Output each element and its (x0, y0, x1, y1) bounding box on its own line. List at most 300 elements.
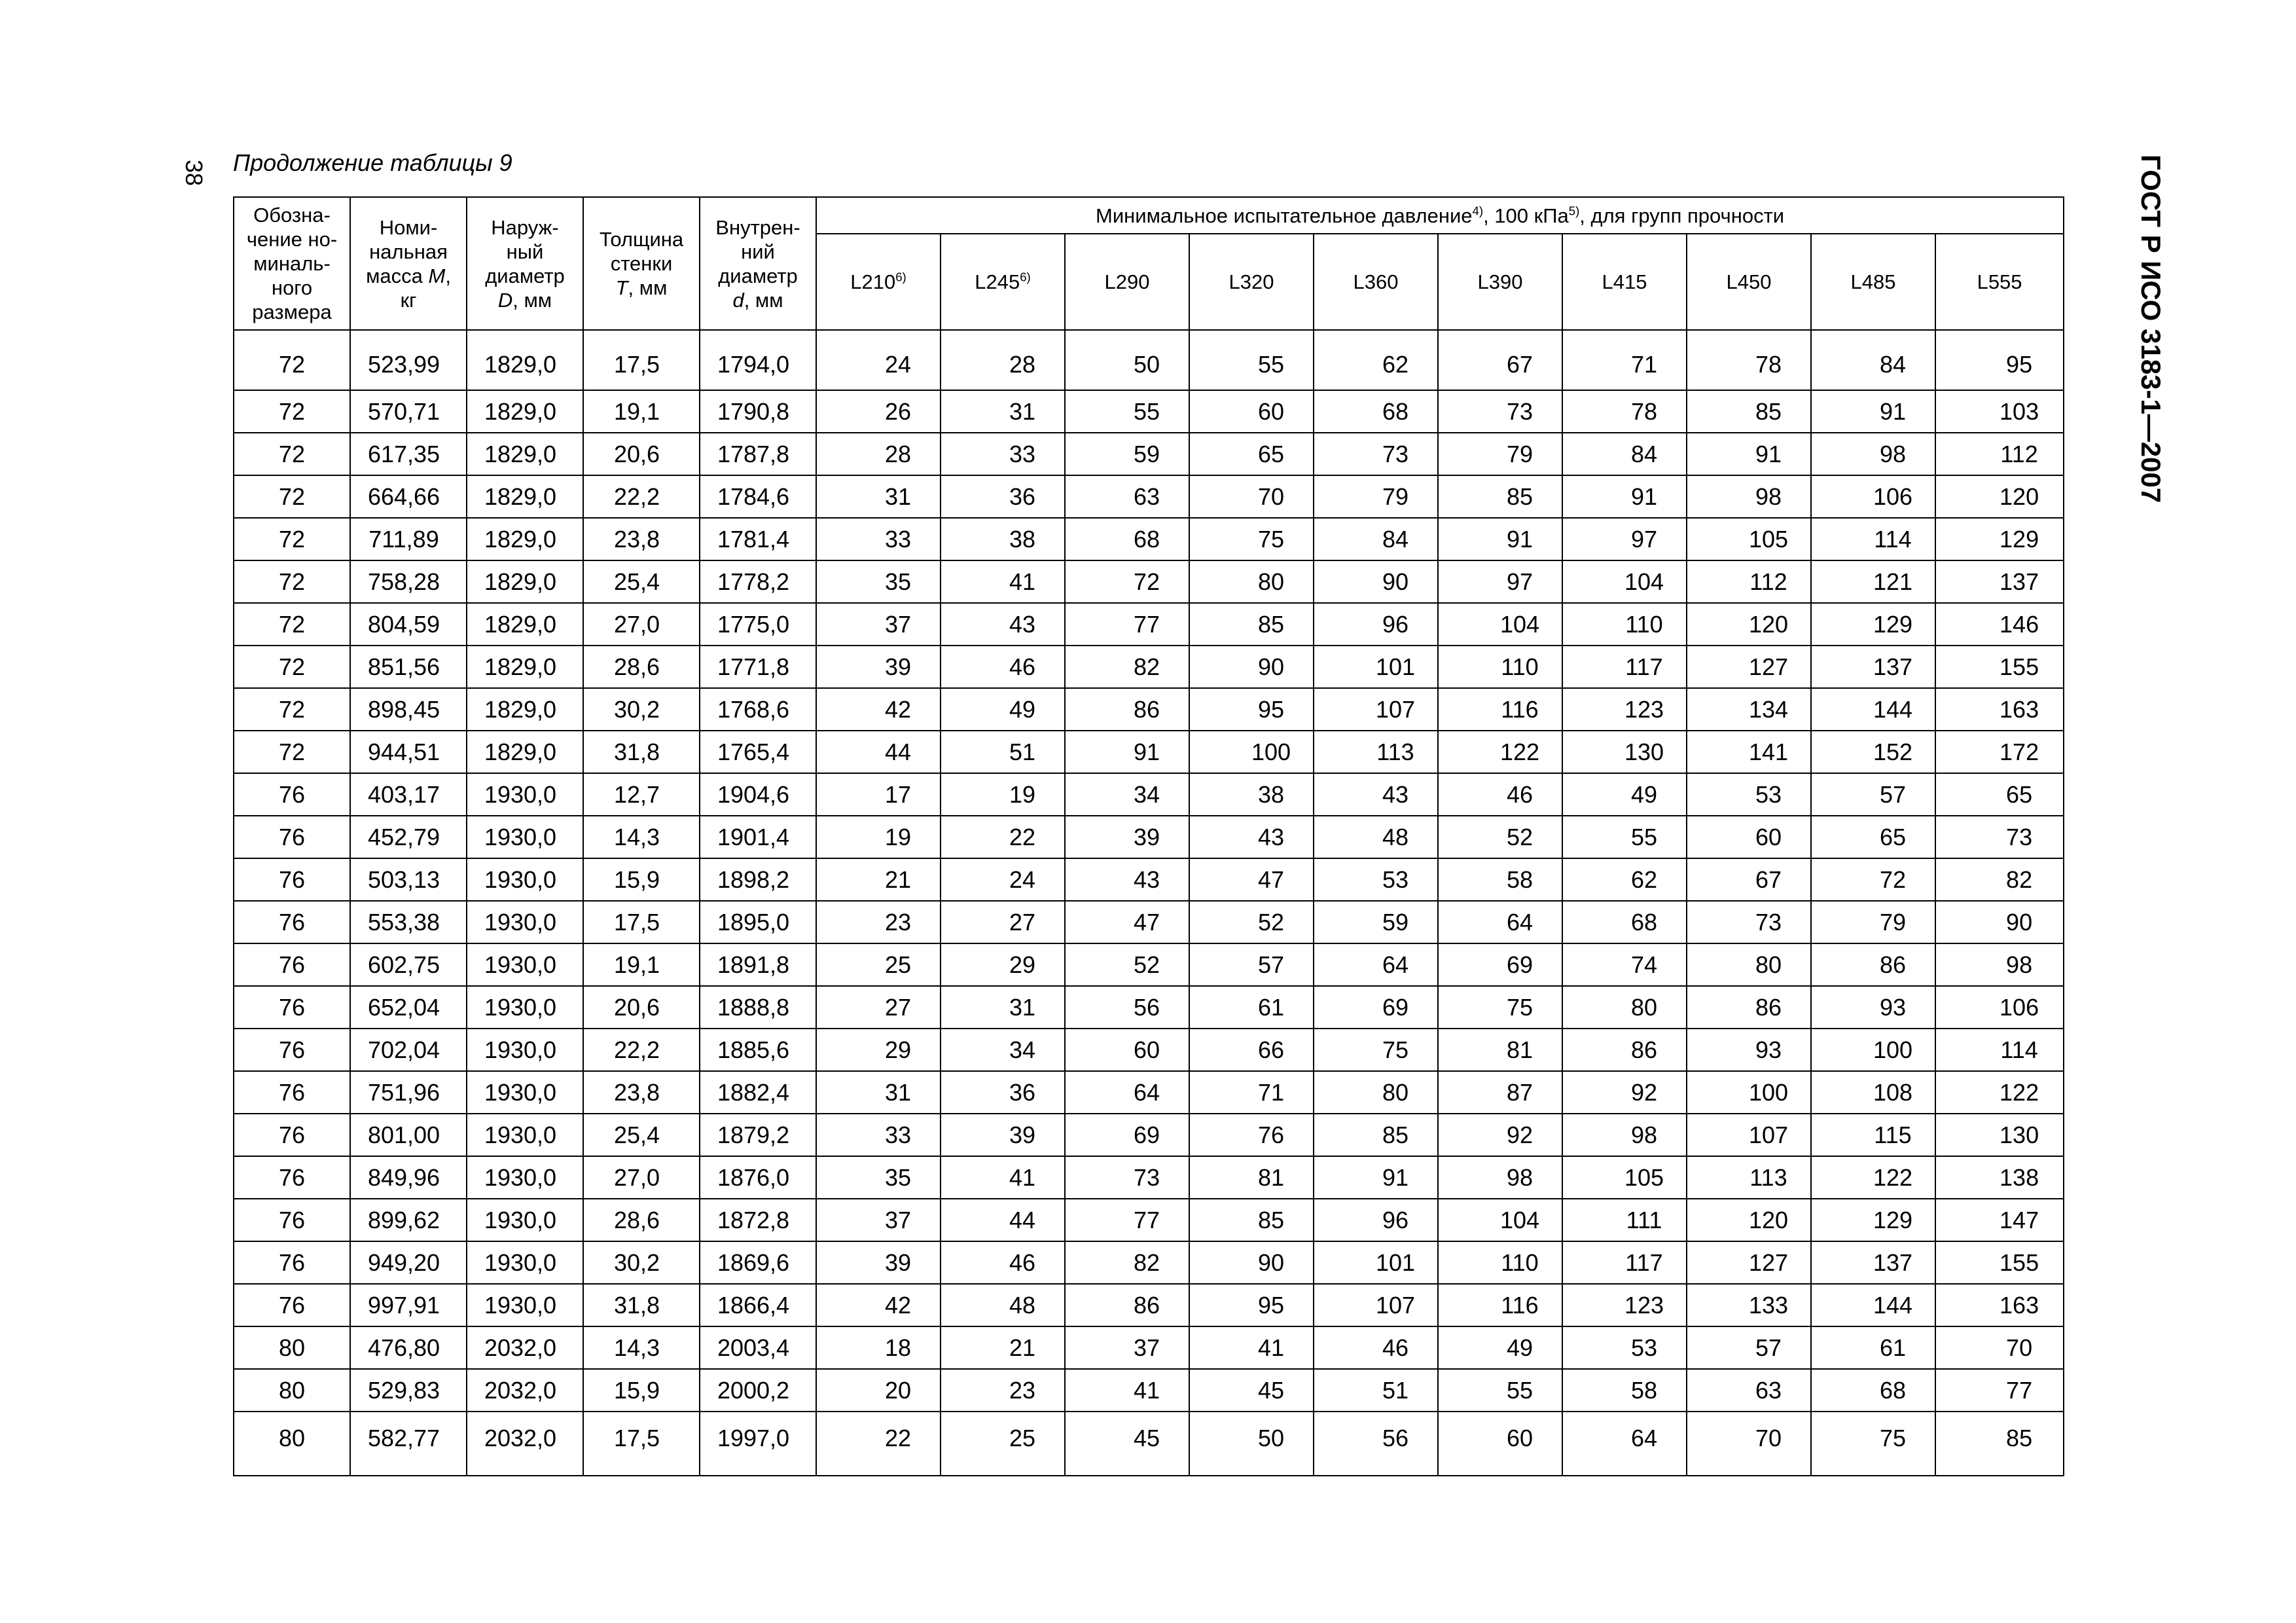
table-cell: 95 (1189, 688, 1314, 731)
table-cell: 86 (1562, 1029, 1687, 1071)
table-cell: 22,2 (583, 1029, 700, 1071)
table-cell: 949,20 (350, 1241, 467, 1284)
table-cell: 42 (816, 688, 941, 731)
table-cell: 51 (1314, 1369, 1438, 1412)
table-cell: 37 (816, 603, 941, 646)
table-cell: 81 (1189, 1156, 1314, 1199)
table-cell: 134 (1687, 688, 1811, 731)
table-cell: 163 (1935, 688, 2064, 731)
table-cell: 1898,2 (700, 858, 816, 901)
table-cell: 997,91 (350, 1284, 467, 1326)
table-cell: 36 (941, 1071, 1065, 1114)
table-cell: 28 (941, 330, 1065, 390)
header-grade: L485 (1811, 234, 1935, 330)
table-cell: 113 (1314, 731, 1438, 773)
table-cell: 53 (1314, 858, 1438, 901)
table-cell: 37 (1065, 1326, 1189, 1369)
table-cell: 1771,8 (700, 646, 816, 688)
table-cell: 41 (1065, 1369, 1189, 1412)
table-cell: 130 (1935, 1114, 2064, 1156)
table-cell: 72 (234, 603, 350, 646)
table-cell: 46 (941, 646, 1065, 688)
table-cell: 35 (816, 1156, 941, 1199)
table-cell: 1784,6 (700, 475, 816, 518)
table-cell: 12,7 (583, 773, 700, 816)
table-row (234, 1199, 2064, 1241)
table-cell: 91 (1065, 731, 1189, 773)
table-cell: 29 (816, 1029, 941, 1071)
table-cell: 66 (1189, 1029, 1314, 1071)
table-cell: 70 (1687, 1412, 1811, 1476)
table-cell: 69 (1438, 943, 1562, 986)
table-cell: 751,96 (350, 1071, 467, 1114)
table-cell: 84 (1314, 518, 1438, 560)
table-cell: 73 (1065, 1156, 1189, 1199)
table-cell: 20,6 (583, 433, 700, 475)
table-cell: 51 (941, 731, 1065, 773)
table-cell: 1829,0 (467, 646, 583, 688)
table-cell: 1790,8 (700, 390, 816, 433)
table-cell: 1876,0 (700, 1156, 816, 1199)
table-cell: 45 (1189, 1369, 1314, 1412)
table-row (234, 858, 2064, 901)
table-cell: 48 (1314, 816, 1438, 858)
table-cell: 68 (1065, 518, 1189, 560)
table-cell: 97 (1562, 518, 1687, 560)
table-cell: 67 (1438, 330, 1562, 390)
table-cell: 476,80 (350, 1326, 467, 1369)
table-cell: 41 (941, 1156, 1065, 1199)
table-cell: 14,3 (583, 816, 700, 858)
table-cell: 28,6 (583, 646, 700, 688)
table-cell: 34 (1065, 773, 1189, 816)
header-grade: L360 (1314, 234, 1438, 330)
pressure-table (233, 196, 2064, 1476)
table-cell: 73 (1314, 433, 1438, 475)
table-cell: 849,96 (350, 1156, 467, 1199)
table-cell: 804,59 (350, 603, 467, 646)
table-cell: 92 (1562, 1071, 1687, 1114)
table-cell: 76 (1189, 1114, 1314, 1156)
table-cell: 144 (1811, 1284, 1935, 1326)
table-cell: 72 (234, 475, 350, 518)
table-cell: 72 (234, 731, 350, 773)
table-cell: 52 (1065, 943, 1189, 986)
table-row (234, 1241, 2064, 1284)
table-cell: 72 (234, 688, 350, 731)
table-cell: 114 (1811, 518, 1935, 560)
table-row (234, 943, 2064, 986)
table-cell: 75 (1189, 518, 1314, 560)
table-cell: 106 (1935, 986, 2064, 1029)
table-cell: 1904,6 (700, 773, 816, 816)
table-cell: 76 (234, 858, 350, 901)
header-grade: L390 (1438, 234, 1562, 330)
table-cell: 67 (1687, 858, 1811, 901)
table-cell: 78 (1687, 330, 1811, 390)
table-row (234, 1071, 2064, 1114)
table-row (234, 816, 2064, 858)
table-cell: 122 (1935, 1071, 2064, 1114)
table-cell: 163 (1935, 1284, 2064, 1326)
table-row (234, 518, 2064, 560)
table-cell: 58 (1438, 858, 1562, 901)
table-cell: 1882,4 (700, 1071, 816, 1114)
table-cell: 1775,0 (700, 603, 816, 646)
table-cell: 25 (816, 943, 941, 986)
table-cell: 70 (1935, 1326, 2064, 1369)
table-cell: 72 (234, 518, 350, 560)
table-cell: 76 (234, 901, 350, 943)
table-cell: 80 (1687, 943, 1811, 986)
table-cell: 127 (1687, 1241, 1811, 1284)
table-cell: 62 (1314, 330, 1438, 390)
table-row (234, 1156, 2064, 1199)
table-cell: 55 (1562, 816, 1687, 858)
table-cell: 117 (1562, 646, 1687, 688)
table-cell: 104 (1438, 1199, 1562, 1241)
table-cell: 130 (1562, 731, 1687, 773)
table-cell: 26 (816, 390, 941, 433)
table-cell: 146 (1935, 603, 2064, 646)
header-wall-thickness: Толщина стенки T, мм (583, 197, 700, 330)
table-cell: 59 (1314, 901, 1438, 943)
table-cell: 91 (1811, 390, 1935, 433)
table-cell: 2000,2 (700, 1369, 816, 1412)
table-cell: 137 (1935, 560, 2064, 603)
table-cell: 82 (1065, 1241, 1189, 1284)
table-cell: 85 (1438, 475, 1562, 518)
table-cell: 73 (1687, 901, 1811, 943)
table-cell: 69 (1065, 1114, 1189, 1156)
table-cell: 23,8 (583, 1071, 700, 1114)
table-cell: 23,8 (583, 518, 700, 560)
table-cell: 129 (1811, 1199, 1935, 1241)
standard-designation: ГОСТ Р ИСО 3183-1—2007 (2136, 155, 2166, 503)
table-cell: 81 (1438, 1029, 1562, 1071)
table-cell: 1781,4 (700, 518, 816, 560)
table-cell: 98 (1438, 1156, 1562, 1199)
table-cell: 652,04 (350, 986, 467, 1029)
table-cell: 17,5 (583, 330, 700, 390)
table-cell: 44 (816, 731, 941, 773)
table-cell: 1930,0 (467, 773, 583, 816)
table-cell: 27,0 (583, 603, 700, 646)
table-cell: 71 (1562, 330, 1687, 390)
table-cell: 91 (1562, 475, 1687, 518)
header-pressure-group: Минимальное испытательное давление$^{4)}$, 100 кПа$^{5)}$, для групп прочности (816, 197, 2064, 234)
table-cell: 1829,0 (467, 731, 583, 773)
table-cell: 79 (1314, 475, 1438, 518)
table-cell: 37 (816, 1199, 941, 1241)
table-cell: 64 (1314, 943, 1438, 986)
table-cell: 31 (816, 475, 941, 518)
table-cell: 77 (1065, 1199, 1189, 1241)
table-cell: 57 (1687, 1326, 1811, 1369)
table-cell: 104 (1438, 603, 1562, 646)
table-cell: 1787,8 (700, 433, 816, 475)
table-cell: 120 (1687, 603, 1811, 646)
table-cell: 30,2 (583, 1241, 700, 1284)
table-cell: 553,38 (350, 901, 467, 943)
table-cell: 1829,0 (467, 688, 583, 731)
table-cell: 95 (1189, 1284, 1314, 1326)
table-cell: 116 (1438, 1284, 1562, 1326)
table-cell: 98 (1687, 475, 1811, 518)
table-row (234, 1412, 2064, 1476)
table-cell: 1888,8 (700, 986, 816, 1029)
table-cell: 70 (1189, 475, 1314, 518)
header-outer-diameter: Наруж- ный диаметр D, мм (467, 197, 583, 330)
table-cell: 801,00 (350, 1114, 467, 1156)
table-cell: 22,2 (583, 475, 700, 518)
table-cell: 85 (1189, 1199, 1314, 1241)
table-cell: 105 (1687, 518, 1811, 560)
table-cell: 21 (941, 1326, 1065, 1369)
table-cell: 113 (1687, 1156, 1811, 1199)
table-cell: 78 (1562, 390, 1687, 433)
table-cell: 27,0 (583, 1156, 700, 1199)
table-cell: 76 (234, 1114, 350, 1156)
table-cell: 1930,0 (467, 986, 583, 1029)
table-cell: 127 (1687, 646, 1811, 688)
table-cell: 1930,0 (467, 901, 583, 943)
table-cell: 52 (1189, 901, 1314, 943)
table-cell: 93 (1687, 1029, 1811, 1071)
table-cell: 1997,0 (700, 1412, 816, 1476)
table-cell: 50 (1065, 330, 1189, 390)
table-cell: 17,5 (583, 1412, 700, 1476)
table-row (234, 433, 2064, 475)
table-cell: 91 (1687, 433, 1811, 475)
header-grade: L555 (1935, 234, 2064, 330)
table-cell: 172 (1935, 731, 2064, 773)
table-cell: 75 (1438, 986, 1562, 1029)
table-cell: 60 (1065, 1029, 1189, 1071)
table-cell: 1901,4 (700, 816, 816, 858)
table-cell: 96 (1314, 603, 1438, 646)
table-cell: 76 (234, 1029, 350, 1071)
table-cell: 582,77 (350, 1412, 467, 1476)
table-cell: 79 (1811, 901, 1935, 943)
table-cell: 76 (234, 1241, 350, 1284)
table-cell: 86 (1687, 986, 1811, 1029)
header-grade: L415 (1562, 234, 1687, 330)
header-grade: L450 (1687, 234, 1811, 330)
table-cell: 85 (1935, 1412, 2064, 1476)
page-number: 38 (181, 159, 207, 187)
table-cell: 19,1 (583, 943, 700, 986)
table-cell: 22 (941, 816, 1065, 858)
table-cell: 1930,0 (467, 943, 583, 986)
table-cell: 1895,0 (700, 901, 816, 943)
table-cell: 120 (1687, 1199, 1811, 1241)
table-cell: 2032,0 (467, 1369, 583, 1412)
table-cell: 1866,4 (700, 1284, 816, 1326)
table-cell: 64 (1438, 901, 1562, 943)
table-cell: 1930,0 (467, 1071, 583, 1114)
table-cell: 122 (1438, 731, 1562, 773)
table-cell: 72 (234, 390, 350, 433)
table-cell: 22 (816, 1412, 941, 1476)
table-cell: 76 (234, 943, 350, 986)
table-cell: 76 (234, 816, 350, 858)
table-cell: 115 (1811, 1114, 1935, 1156)
table-cell: 55 (1438, 1369, 1562, 1412)
table-cell: 137 (1811, 1241, 1935, 1284)
table-cell: 114 (1935, 1029, 2064, 1071)
table-cell: 110 (1438, 646, 1562, 688)
table-cell: 1829,0 (467, 560, 583, 603)
table-cell: 39 (1065, 816, 1189, 858)
table-cell: 42 (816, 1284, 941, 1326)
table-cell: 110 (1438, 1241, 1562, 1284)
table-cell: 65 (1189, 433, 1314, 475)
table-cell: 133 (1687, 1284, 1811, 1326)
table-cell: 108 (1811, 1071, 1935, 1114)
header-grade: L210$^{6)}$ (816, 234, 941, 330)
table-cell: 72 (1065, 560, 1189, 603)
table-cell: 93 (1811, 986, 1935, 1029)
table-cell: 85 (1314, 1114, 1438, 1156)
table-cell: 39 (816, 646, 941, 688)
table-cell: 104 (1562, 560, 1687, 603)
table-cell: 82 (1065, 646, 1189, 688)
table-cell: 75 (1811, 1412, 1935, 1476)
table-cell: 68 (1314, 390, 1438, 433)
table-row (234, 731, 2064, 773)
table-cell: 91 (1438, 518, 1562, 560)
table-cell: 65 (1811, 816, 1935, 858)
table-cell: 129 (1811, 603, 1935, 646)
table-cell: 47 (1189, 858, 1314, 901)
table-cell: 123 (1562, 1284, 1687, 1326)
table-cell: 43 (941, 603, 1065, 646)
table-cell: 20,6 (583, 986, 700, 1029)
table-row (234, 1114, 2064, 1156)
header-designation: Обозна- чение но- миналь- ного размера (234, 197, 350, 330)
table-cell: 1829,0 (467, 518, 583, 560)
table-cell: 105 (1562, 1156, 1687, 1199)
table-cell: 19 (816, 816, 941, 858)
table-cell: 82 (1935, 858, 2064, 901)
table-cell: 23 (816, 901, 941, 943)
table-cell: 80 (234, 1412, 350, 1476)
table-cell: 1768,6 (700, 688, 816, 731)
table-cell: 1930,0 (467, 1029, 583, 1071)
table-cell: 80 (1189, 560, 1314, 603)
table-row (234, 901, 2064, 943)
table-cell: 103 (1935, 390, 2064, 433)
header-grade: L290 (1065, 234, 1189, 330)
table-cell: 100 (1687, 1071, 1811, 1114)
table-cell: 1891,8 (700, 943, 816, 986)
table-cell: 79 (1438, 433, 1562, 475)
table-cell: 72 (234, 560, 350, 603)
table-cell: 77 (1065, 603, 1189, 646)
table-cell: 57 (1189, 943, 1314, 986)
table-cell: 129 (1935, 518, 2064, 560)
table-cell: 45 (1065, 1412, 1189, 1476)
table-cell: 2032,0 (467, 1412, 583, 1476)
table-cell: 61 (1811, 1326, 1935, 1369)
table-cell: 23 (941, 1369, 1065, 1412)
table-cell: 19,1 (583, 390, 700, 433)
table-cell: 76 (234, 1199, 350, 1241)
table-cell: 1879,2 (700, 1114, 816, 1156)
table-cell: 50 (1189, 1412, 1314, 1476)
table-cell: 33 (816, 518, 941, 560)
table-cell: 1885,6 (700, 1029, 816, 1071)
table-cell: 58 (1562, 1369, 1687, 1412)
table-cell: 120 (1935, 475, 2064, 518)
table-cell: 80 (1314, 1071, 1438, 1114)
table-cell: 84 (1562, 433, 1687, 475)
table-cell: 52 (1438, 816, 1562, 858)
table-cell: 28 (816, 433, 941, 475)
table-cell: 141 (1687, 731, 1811, 773)
table-cell: 899,62 (350, 1199, 467, 1241)
table-cell: 1829,0 (467, 603, 583, 646)
table-cell: 155 (1935, 1241, 2064, 1284)
table-cell: 1765,4 (700, 731, 816, 773)
header-grade: L245$^{6)}$ (941, 234, 1065, 330)
table-cell: 31 (941, 986, 1065, 1029)
table-cell: 76 (234, 1284, 350, 1326)
table-cell: 1930,0 (467, 858, 583, 901)
table-cell: 39 (816, 1241, 941, 1284)
table-row (234, 1284, 2064, 1326)
table-cell: 117 (1562, 1241, 1687, 1284)
table-cell: 85 (1189, 603, 1314, 646)
table-cell: 72 (234, 646, 350, 688)
table-cell: 111 (1562, 1199, 1687, 1241)
table-cell: 1930,0 (467, 1156, 583, 1199)
table-cell: 69 (1314, 986, 1438, 1029)
table-cell: 68 (1562, 901, 1687, 943)
table-cell: 73 (1935, 816, 2064, 858)
table-cell: 80 (234, 1369, 350, 1412)
table-cell: 27 (816, 986, 941, 1029)
table-cell: 43 (1314, 773, 1438, 816)
table-cell: 76 (234, 986, 350, 1029)
table-cell: 14,3 (583, 1326, 700, 1369)
table-cell: 2003,4 (700, 1326, 816, 1369)
table-cell: 1778,2 (700, 560, 816, 603)
table-cell: 17,5 (583, 901, 700, 943)
table-row (234, 688, 2064, 731)
table-cell: 97 (1438, 560, 1562, 603)
table-cell: 1829,0 (467, 475, 583, 518)
table-cell: 76 (234, 1071, 350, 1114)
table-cell: 53 (1562, 1326, 1687, 1369)
table-cell: 35 (816, 560, 941, 603)
table-cell: 523,99 (350, 330, 467, 390)
table-cell: 49 (1438, 1326, 1562, 1369)
table-cell: 1930,0 (467, 1199, 583, 1241)
table-cell: 80 (1562, 986, 1687, 1029)
table-row (234, 475, 2064, 518)
table-cell: 77 (1935, 1369, 2064, 1412)
table-cell: 86 (1065, 688, 1189, 731)
table-cell: 25,4 (583, 1114, 700, 1156)
table-cell: 44 (941, 1199, 1065, 1241)
table-cell: 72 (1811, 858, 1935, 901)
table-cell: 1930,0 (467, 1284, 583, 1326)
table-cell: 25 (941, 1412, 1065, 1476)
table-cell: 48 (941, 1284, 1065, 1326)
table-cell: 21 (816, 858, 941, 901)
